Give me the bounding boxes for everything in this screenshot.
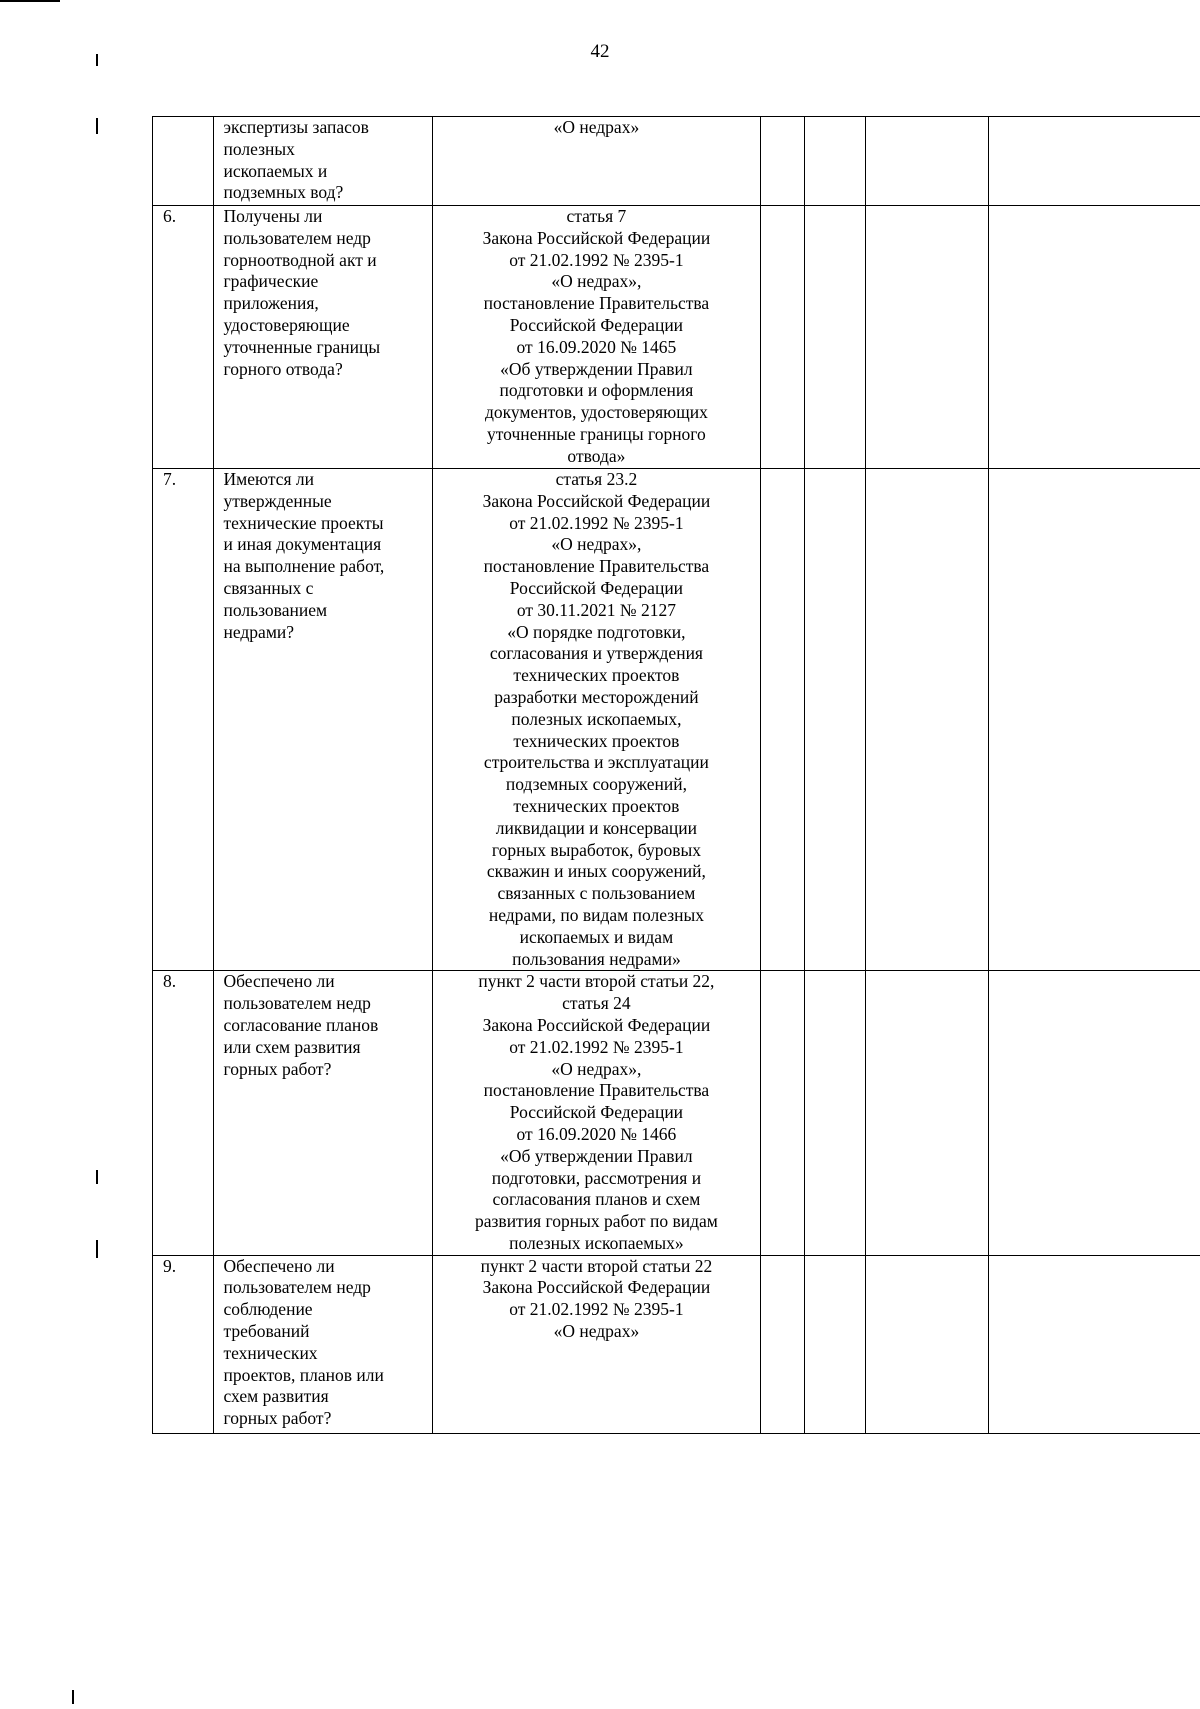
empty-cell: [865, 469, 988, 971]
question-cell: Обеспечено ли пользователем недр соблюдение требований технических проектов, планов или схем развития горных работ?: [213, 1255, 432, 1433]
empty-cell: [761, 117, 805, 206]
question-cell: экспертизы запасов полезных ископаемых и подземных вод?: [213, 117, 432, 206]
empty-cell: [865, 117, 988, 206]
empty-cell: [805, 469, 866, 971]
legal-basis-cell: «О недрах»: [432, 117, 761, 206]
table-row: [153, 206, 1200, 469]
empty-cell: [865, 971, 988, 1255]
scan-mark: [96, 1240, 98, 1258]
empty-cell: [761, 469, 805, 971]
table-row: [153, 469, 1200, 971]
question-cell: Получены ли пользователем недр горноотводной акт и графические приложения, удостоверяющие уточненные границы горного отвода?: [213, 206, 432, 469]
row-number: 6.: [153, 206, 214, 469]
table-row: [153, 117, 1200, 206]
legal-basis-cell: статья 23.2 Закона Российской Федерации от 21.02.1992 № 2395-1 «О недрах», постановление Правительства Российской Федерации от 30.11.2021 № 2127 «О порядке подготовки, согласования и утверждения технических проектов разработки месторождений полезных ископаемых, технических проектов строительства и эксплуатации подземных сооружений, технических проектов ликвидации и консервации горных выработок, буровых скважин и иных сооружений, связанных с пользованием недрами, по видам полезных ископаемых и видам пользования недрами»: [432, 469, 761, 971]
empty-cell: [988, 117, 1200, 206]
empty-cell: [761, 1255, 805, 1433]
row-number: 7.: [153, 469, 214, 971]
empty-cell: [805, 117, 866, 206]
table-row: [153, 971, 1200, 1255]
page-number: 42: [590, 41, 610, 62]
question-cell: Имеются ли утвержденные технические проекты и иная документация на выполнение работ, связанных с пользованием недрами?: [213, 469, 432, 971]
scan-mark: [96, 118, 98, 134]
empty-cell: [761, 971, 805, 1255]
checklist-table: [152, 116, 1200, 1434]
empty-cell: [805, 971, 866, 1255]
scan-mark: [0, 0, 60, 2]
empty-cell: [805, 206, 866, 469]
table-row: [153, 1255, 1200, 1433]
legal-basis-cell: статья 7 Закона Российской Федерации от 21.02.1992 № 2395-1 «О недрах», постановление Правительства Российской Федерации от 16.09.2020 № 1465 «Об утверждении Правил подготовки и оформления документов, удостоверяющих уточненные границы горного отвода»: [432, 206, 761, 469]
scan-mark: [72, 1690, 74, 1704]
legal-basis-cell: пункт 2 части второй статьи 22, статья 24 Закона Российской Федерации от 21.02.1992 № 2395-1 «О недрах», постановление Правительства Российской Федерации от 16.09.2020 № 1466 «Об утверждении Правил подготовки, рассмотрения и согласования планов и схем развития горных работ по видам полезных ископаемых»: [432, 971, 761, 1255]
row-number: 8.: [153, 971, 214, 1255]
scan-mark: [96, 1170, 98, 1184]
legal-basis-cell: пункт 2 части второй статьи 22 Закона Российской Федерации от 21.02.1992 № 2395-1 «О недрах»: [432, 1255, 761, 1433]
question-cell: Обеспечено ли пользователем недр согласование планов или схем развития горных работ?: [213, 971, 432, 1255]
empty-cell: [865, 206, 988, 469]
empty-cell: [988, 971, 1200, 1255]
empty-cell: [865, 1255, 988, 1433]
row-number: [153, 117, 214, 206]
empty-cell: [988, 206, 1200, 469]
empty-cell: [805, 1255, 866, 1433]
empty-cell: [761, 206, 805, 469]
empty-cell: [988, 469, 1200, 971]
row-number: 9.: [153, 1255, 214, 1433]
empty-cell: [988, 1255, 1200, 1433]
